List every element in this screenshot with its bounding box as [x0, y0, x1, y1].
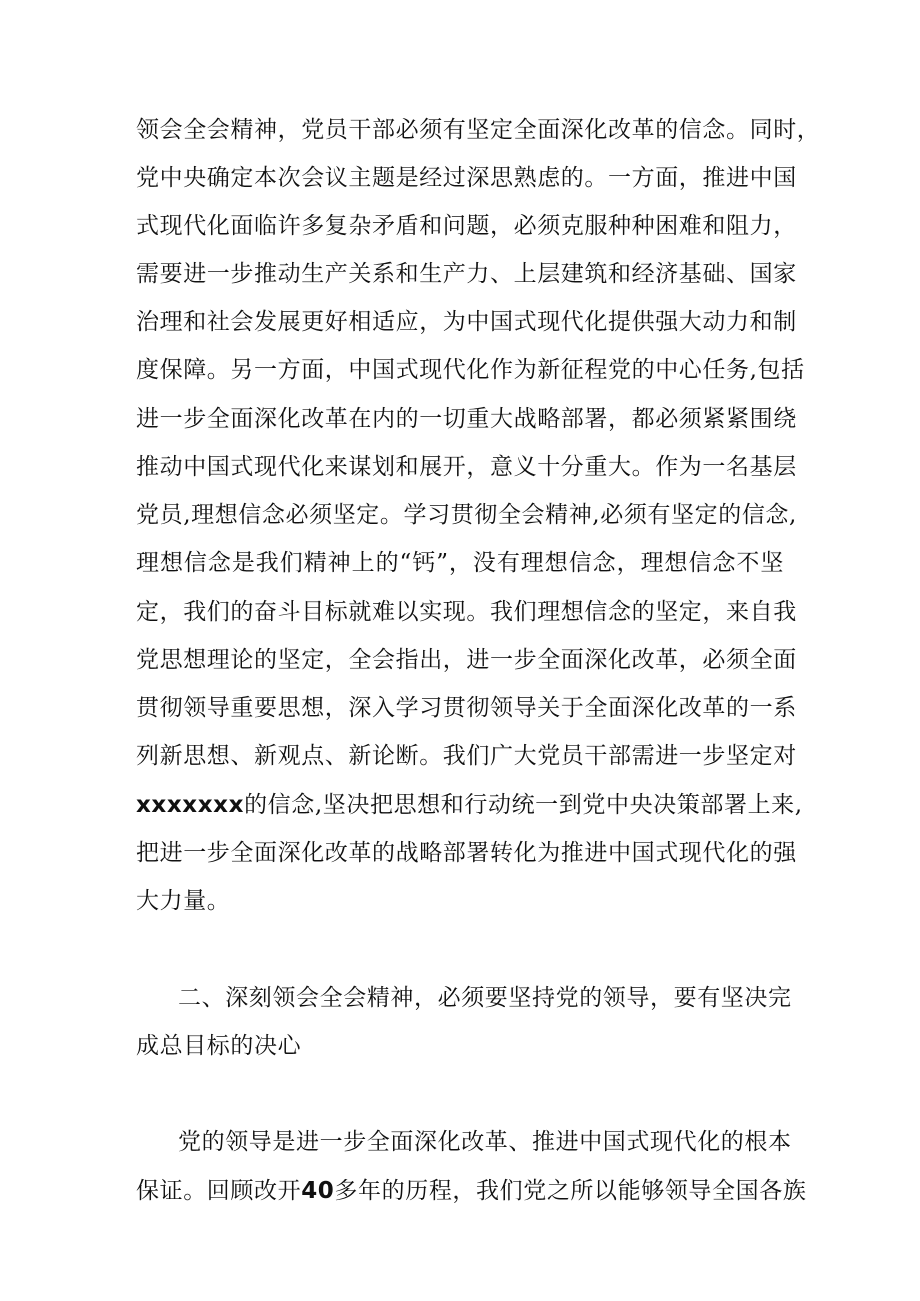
section-heading-line-2: 成总目标的决心	[136, 1033, 302, 1059]
paragraph-1-line-16: 把进一步全面深化改革的战略部署转化为推进中国式现代化的强	[136, 840, 797, 866]
paragraph-1-line-12: 党思想理论的坚定，全会指出，进一步全面深化改革，必须全面	[136, 647, 797, 673]
paragraph-1-line-11: 定，我们的奋斗目标就难以实现。我们理想信念的坚定，来自我	[136, 599, 797, 625]
paragraph-2-line-2	[136, 1175, 807, 1207]
paragraph-1-line-3: 式现代化面临许多复杂矛盾和问题，必须克服种种困难和阻力，	[136, 213, 797, 239]
paragraph-1-line-14: 列新思想、新观点、新论断。我们广大党员干部需进一步坚定对	[136, 743, 797, 769]
paragraph-1-line-4: 需要进一步推动生产关系和生产力、上层建筑和经济基础、国家	[136, 261, 797, 287]
paragraph-1-line-15	[136, 789, 803, 821]
paragraph-1-line-1: 领会全会精神，党员干部必须有坚定全面深化改革的信念。同时，	[136, 117, 821, 143]
paragraph-2-year-count: 40	[301, 1178, 335, 1204]
redacted-text: xxxxxxx	[136, 792, 245, 818]
paragraph-1-line-15-text: 的信念,坚决把思想和行动统一到党中央决策部署上来,	[244, 792, 803, 818]
paragraph-1-line-7: 进一步全面深化改革在内的一切重大战略部署，都必须紧紧围绕	[136, 406, 797, 432]
paragraph-1-line-10: 理想信念是我们精神上的“钙”，没有理想信念，理想信念不坚	[136, 550, 784, 576]
paragraph-1-line-2: 党中央确定本次会议主题是经过深思熟虑的。一方面，推进中国	[136, 165, 797, 191]
paragraph-1-line-9: 党员,理想信念必须坚定。学习贯彻全会精神,必须有坚定的信念,	[136, 502, 797, 528]
paragraph-1-line-5: 治理和社会发展更好相适应，为中国式现代化提供强大动力和制	[136, 309, 797, 335]
paragraph-1-line-8: 推动中国式现代化来谋划和展开，意义十分重大。作为一名基层	[136, 454, 797, 480]
section-heading-line-1: 二、深刻领会全会精神，必须要坚持党的领导，要有坚决完	[178, 985, 792, 1011]
paragraph-1-line-6: 度保障。另一方面，中国式现代化作为新征程党的中心任务,包括	[136, 357, 805, 383]
paragraph-2-line-2-part-b: 多年的历程，我们党之所以能够领导全国各族	[334, 1178, 807, 1204]
paragraph-2-line-1: 党的领导是进一步全面深化改革、推进中国式现代化的根本	[178, 1129, 792, 1155]
paragraph-2-line-2-part-a: 保证。回顾改开	[136, 1178, 302, 1204]
paragraph-1-line-17: 大力量。	[136, 888, 231, 914]
paragraph-1-line-13: 贯彻领导重要思想，深入学习贯彻领导关于全面深化改革的一系	[136, 695, 797, 721]
